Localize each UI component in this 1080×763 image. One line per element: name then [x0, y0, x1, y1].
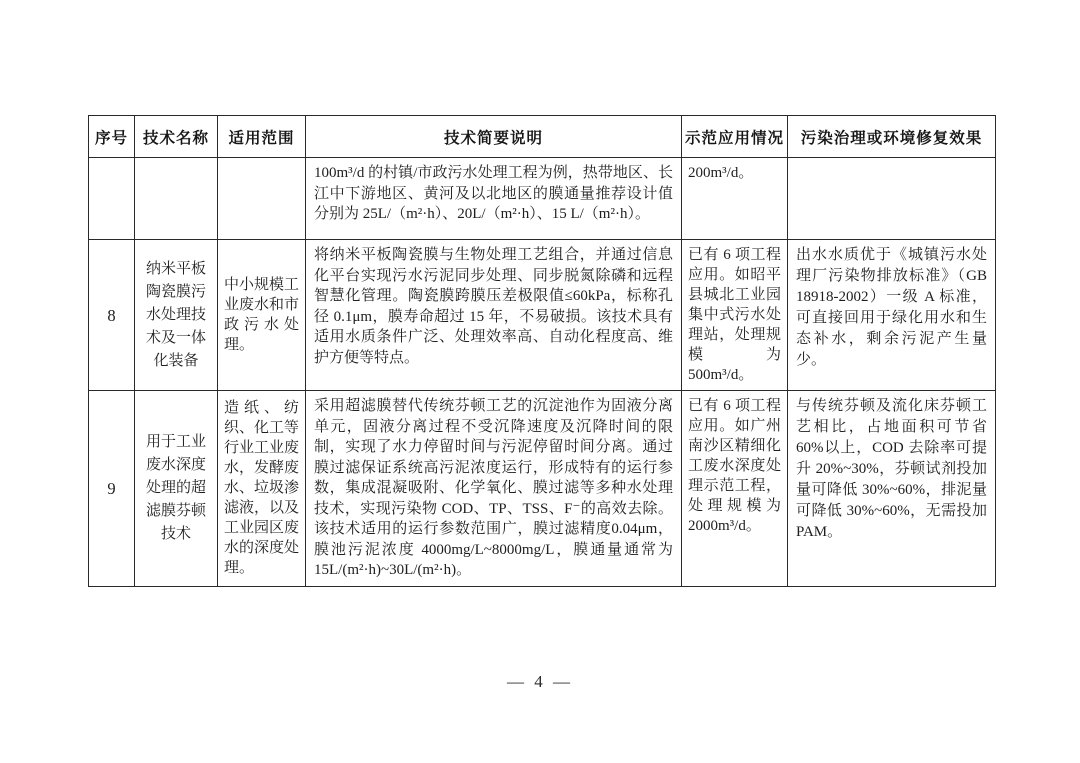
cell-scope: 中小规模工业废水和市政污水处理。 [218, 240, 306, 391]
table-row-continuation [89, 158, 996, 240]
column-header-scope: 适用范围 [218, 116, 306, 158]
cell-scope: 造纸、纺织、化工等行业工业废水，发酵废水、垃圾渗滤液，以及工业园区废水的深度处理。 [218, 391, 306, 587]
column-header-description: 技术简要说明 [306, 116, 682, 158]
table-row-8 [89, 240, 996, 391]
cell-application: 200m³/d。 [682, 158, 788, 240]
cell-seq [89, 158, 135, 240]
cell-application: 已有 6 项工程应用。如昭平县城北工业园集中式污水处理站，处理规模为500m³/d。 [682, 240, 788, 391]
cell-name [135, 158, 218, 240]
column-header-effect: 污染治理或环境修复效果 [788, 116, 996, 158]
technology-table [88, 115, 996, 587]
column-header-name: 技术名称 [135, 116, 218, 158]
cell-seq: 9 [89, 391, 135, 587]
cell-effect: 出水水质优于《城镇污水处理厂污染物排放标准》（GB 18918-2002）一级 A 标准，可直接回用于绿化用水和生态补水，剩余污泥产生量少。 [788, 240, 996, 391]
cell-scope [218, 158, 306, 240]
table-header-row [89, 116, 996, 158]
cell-name: 纳米平板陶瓷膜污水处理技术及一体化装备 [135, 240, 218, 391]
cell-effect: 与传统芬顿及流化床芬顿工艺相比，占地面积可节省60%以上，COD 去除率可提升 20%~30%，芬顿试剂投加量可降低 30%~60%，排泥量可降低 30%~60%，无需投加 PAM。 [788, 391, 996, 587]
column-header-seq: 序号 [89, 116, 135, 158]
cell-description: 将纳米平板陶瓷膜与生物处理工艺组合，并通过信息化平台实现污水污泥同步处理、同步脱氮除磷和远程智慧化管理。陶瓷膜跨膜压差极限值≤60kPa，标称孔径 0.1μm，膜寿命超过 15 年，不易破损。该技术具有适用水质条件广泛、处理效率高、自动化程度高、维护方便等特点。 [306, 240, 682, 391]
page-number: — 4 — [507, 672, 573, 691]
cell-application: 已有 6 项工程应用。如广州南沙区精细化工废水深度处理示范工程，处理规模为2000m³/d。 [682, 391, 788, 587]
cell-description: 采用超滤膜替代传统芬顿工艺的沉淀池作为固液分离单元，固液分离过程不受沉降速度及沉降时间的限制，实现了水力停留时间与污泥停留时间分离。通过膜过滤保证系统高污泥浓度运行，形成特有的运行参数，集成混凝吸附、化学氧化、膜过滤等多种水处理技术，实现污染物 COD、TP、TSS、F⁻的高效去除。该技术适用的运行参数范围广，膜过滤精度0.04μm，膜池污泥浓度 4000mg/L~8000mg/L，膜通量通常为 15L/(m²·h)~30L/(m²·h)。 [306, 391, 682, 587]
cell-seq: 8 [89, 240, 135, 391]
cell-name: 用于工业废水深度处理的超滤膜芬顿技术 [135, 391, 218, 587]
cell-effect [788, 158, 996, 240]
column-header-application: 示范应用情况 [682, 116, 788, 158]
table-row-9 [89, 391, 996, 587]
cell-description: 100m³/d 的村镇/市政污水处理工程为例，热带地区、长江中下游地区、黄河及以北地区的膜通量推荐设计值分别为 25L/（m²·h）、20L/（m²·h）、15 L/（m²·h）。 [306, 158, 682, 240]
